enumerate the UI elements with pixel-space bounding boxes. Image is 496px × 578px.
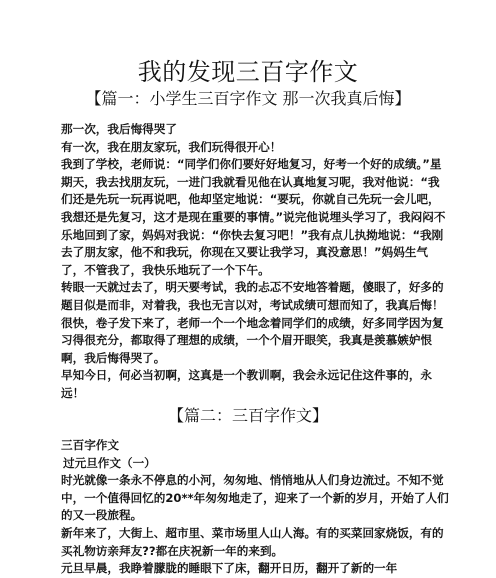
section-1-body [61,121,449,403]
paragraph: 早知今日，何必当初啊，这真是一个教训啊，我会永远记住这件事的，永远！ [61,368,433,400]
section-2-body [61,437,449,578]
paragraph: 很快，卷子发下来了，老师一个一个地念着同学们的成绩，好多同学因为复习得很充分，都取得了理想的成绩，一个个眉开眼笑，我真是羡慕嫉妒恨啊，我后悔得哭了。 [61,315,444,365]
paragraph: 时光就像一条永不停息的小河，匆匆地、悄悄地从人们身边流过。不知不觉中，一个值得回忆的20**年匆匆地走了，迎来了一个新的岁月，开始了人们的又一段旅程。 [61,473,449,523]
paragraph: 元旦早晨，我睁着朦胧的睡眼下了床，翻开日历，翻开了新的一年 [61,561,398,576]
paragraph: 过元旦作文（一） [63,455,156,470]
paragraph: 新年来了，大街上、超市里、菜市场里人山人海。有的买菜回家烧饭，有的买礼物访亲拜友??都在庆祝新一年的来到。 [61,525,444,558]
document-title: 我的发现三百字作文 [137,58,359,86]
paragraph: 三百字作文 [61,438,119,452]
paragraph: 有一次，我在朋友家玩，我们玩得很开心！ [61,139,282,154]
paragraph: 我到了学校，老师说：“同学们你们要好好地复习，好考一个好的成绩。”星期天，我去找朋友玩，一进门我就看见他在认真地复习呢，我对他说：“我们还是先玩一玩再说吧，他却坚定地说：“要玩，你就自己先玩一会儿吧，我想还是先复习，这才是现在重要的事情。”说完他说埋头学习了，我闷闷不乐地回到了家，妈妈对我说：“你快去复习吧！”我有点儿执拗地说：“我刚去了朋友家，他不和我玩，你现在又要让我学习，真没意思！”妈妈生气了，不管我了，我快乐地玩了一个下午。 [61,157,446,277]
paragraph: 那一次，我后悔得哭了 [61,122,177,136]
section-2-heading: 【篇二：三百字作文】 [167,406,328,425]
section-1-heading: 【篇一：小学生三百字作文 那一次我真后悔】 [85,89,411,108]
paragraph: 转眼一天就过去了，明天要考试，我的忐忑不安地答着题，傻眼了，好多的题目似是而非，对着我，我也无言以对，考试成绩可想而知了，我真后悔！ [61,280,444,312]
